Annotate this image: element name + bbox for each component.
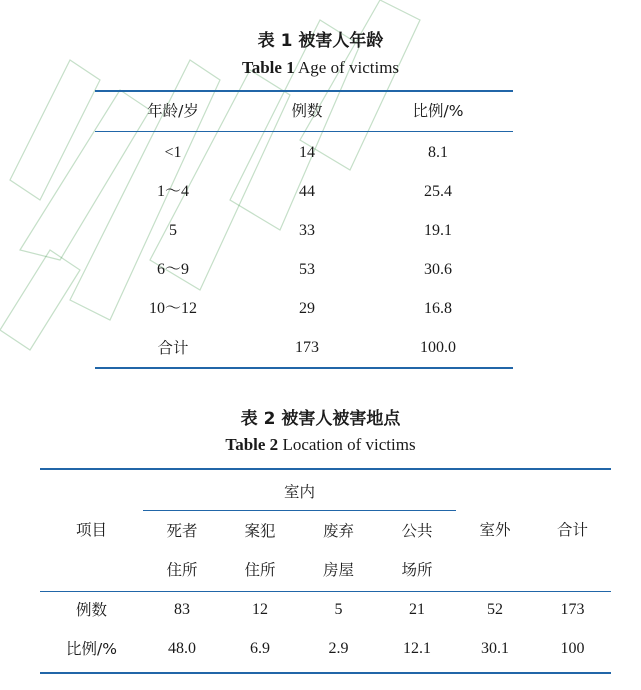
table2-header-total: 合计 xyxy=(556,521,588,539)
table2-bottom-rule xyxy=(40,672,611,674)
table2-cell: 12 xyxy=(252,601,268,618)
table2-subheader-line1: 死者 xyxy=(166,522,198,540)
table1-cell: 53 xyxy=(299,261,315,278)
table1-cell: 8.1 xyxy=(428,144,448,161)
table1-caption-cn: 表 1 被害人年龄 xyxy=(257,31,384,51)
table2-subheader-line2: 场所 xyxy=(401,561,433,579)
table1-cell: 合计 xyxy=(157,339,189,357)
table1-cell: 1～4 xyxy=(156,183,189,200)
table1-header-rule xyxy=(95,131,513,132)
table1-bottom-rule xyxy=(95,367,513,369)
table2-header-indoor: 室内 xyxy=(283,483,315,501)
table1-cell: 173 xyxy=(295,339,319,356)
table2-cell: 48.0 xyxy=(168,640,196,657)
table2-caption-cn: 表 2 被害人被害地点 xyxy=(240,409,401,429)
table1-cell: 14 xyxy=(299,144,315,161)
table1-header-age: 年龄/岁 xyxy=(147,102,199,120)
table1-cell: 16.8 xyxy=(424,300,452,317)
table1-cell: 25.4 xyxy=(424,183,452,200)
table1-cell: <1 xyxy=(164,144,182,161)
table2-header-rule xyxy=(40,591,611,592)
table2-subheader-line2: 住所 xyxy=(244,561,276,579)
table2-header-item: 项目 xyxy=(75,521,107,539)
table2-cell: 21 xyxy=(409,601,425,618)
table1-caption-en-label: Table 1 xyxy=(241,58,295,77)
table2-cell: 5 xyxy=(334,601,343,618)
table2-subheader-line2: 住所 xyxy=(166,561,198,579)
table2-cell: 52 xyxy=(487,601,503,618)
table2-cell: 12.1 xyxy=(403,640,431,657)
table2-caption-en-title: Location of victims xyxy=(278,435,416,454)
table1-top-rule xyxy=(95,90,513,92)
table2-cell: 6.9 xyxy=(250,640,270,657)
table2-caption-en xyxy=(0,435,641,455)
table2-top-rule xyxy=(40,468,611,470)
table2-cell: 比例/% xyxy=(66,640,117,658)
table2-indoor-rule xyxy=(143,510,456,511)
table2-subheader-line2: 房屋 xyxy=(322,561,354,579)
table1-caption-en-title: Age of victims xyxy=(294,58,400,77)
table2-caption-en-label: Table 2 xyxy=(225,435,279,454)
table2-cell: 2.9 xyxy=(328,640,349,657)
table1-header-ratio: 比例/% xyxy=(412,102,464,120)
table1-cell: 6～9 xyxy=(156,261,189,278)
table2-subheader-line1: 案犯 xyxy=(244,522,276,540)
table2-header-outdoor: 室外 xyxy=(479,521,511,539)
table2-cell: 83 xyxy=(174,601,190,618)
table1-cell: 33 xyxy=(299,222,315,239)
table1-caption-en xyxy=(0,58,641,78)
table1-cell: 29 xyxy=(299,300,315,317)
table1-cell: 10～12 xyxy=(148,300,197,317)
table1-cell: 30.6 xyxy=(424,261,452,278)
table1-cell: 19.1 xyxy=(424,222,452,239)
table1-cell: 100.0 xyxy=(420,339,456,356)
table2-cell: 173 xyxy=(560,601,585,618)
table2-subheader-line1: 废弃 xyxy=(322,522,354,540)
table1-cell: 5 xyxy=(169,222,177,239)
table2-subheader-line1: 公共 xyxy=(401,522,433,540)
table2-cell: 例数 xyxy=(75,601,107,619)
table2-cell: 30.1 xyxy=(481,640,509,657)
table2-cell: 100 xyxy=(560,640,585,657)
table1-header-count: 例数 xyxy=(291,102,323,120)
table1-cell: 44 xyxy=(299,183,315,200)
